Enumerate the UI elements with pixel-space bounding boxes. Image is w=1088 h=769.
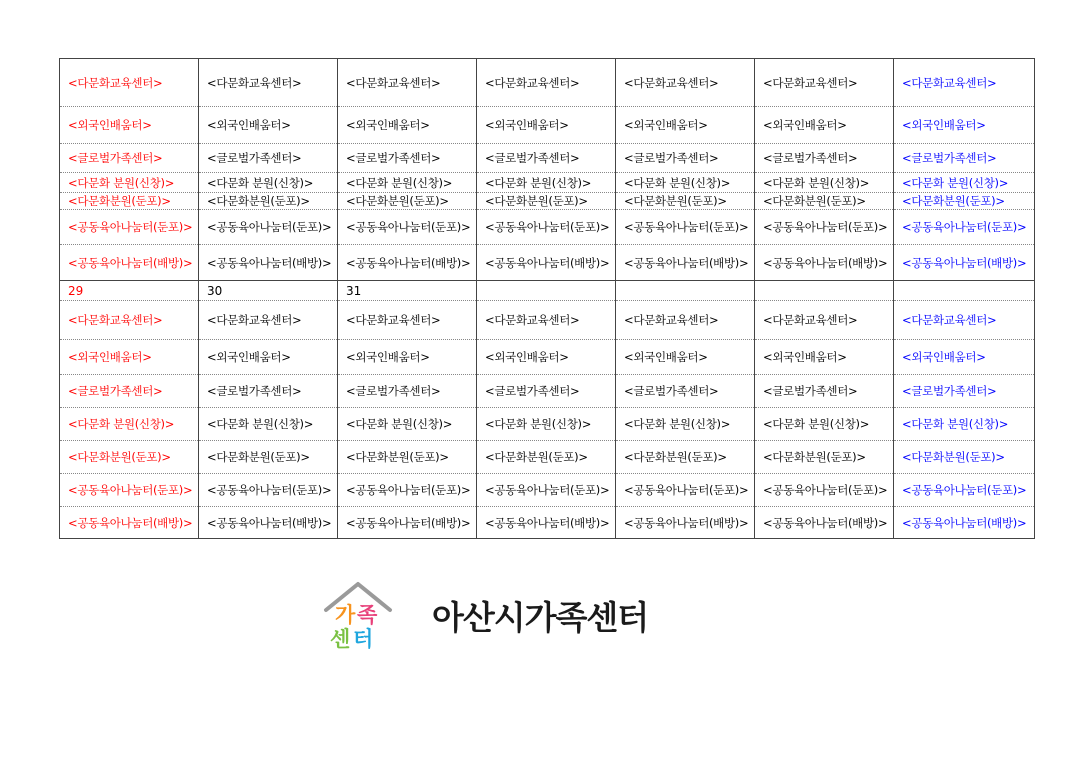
- schedule-cell: <다문화분원(둔포)>: [616, 193, 755, 210]
- schedule-cell: <글로벌가족센터>: [755, 375, 894, 408]
- schedule-cell: <다문화분원(둔포)>: [60, 441, 199, 474]
- schedule-cell: <다문화분원(둔포)>: [338, 193, 477, 210]
- schedule-cell: <외국인배움터>: [894, 340, 1035, 375]
- schedule-cell: <공동육아나눔터(둔포)>: [894, 474, 1035, 507]
- schedule-cell: <다문화 분원(신창)>: [60, 173, 199, 193]
- schedule-cell: <다문화분원(둔포)>: [199, 193, 338, 210]
- program-row: [60, 59, 1035, 107]
- schedule-cell: <공동육아나눔터(둔포)>: [199, 210, 338, 245]
- schedule-cell: <글로벌가족센터>: [477, 144, 616, 173]
- schedule-cell: 29: [60, 281, 199, 301]
- svg-text:터: 터: [353, 627, 374, 651]
- schedule-cell: <외국인배움터>: [616, 107, 755, 144]
- schedule-cell: <외국인배움터>: [338, 107, 477, 144]
- schedule-cell: <외국인배움터>: [199, 107, 338, 144]
- schedule-cell: <다문화교육센터>: [755, 301, 894, 340]
- date-row: [60, 281, 1035, 301]
- svg-text:가: 가: [335, 603, 356, 627]
- org-name: 아산시가족센터: [432, 598, 649, 637]
- schedule-cell: <다문화분원(둔포)>: [755, 193, 894, 210]
- schedule-cell: <외국인배움터>: [477, 340, 616, 375]
- program-row: [60, 210, 1035, 245]
- schedule-cell: <공동육아나눔터(둔포)>: [60, 474, 199, 507]
- schedule-cell: <공동육아나눔터(배방)>: [338, 245, 477, 281]
- schedule-cell: 31: [338, 281, 477, 301]
- schedule-cell: <외국인배움터>: [894, 107, 1035, 144]
- schedule-cell: <공동육아나눔터(배방)>: [755, 507, 894, 539]
- schedule-cell: <외국인배움터>: [199, 340, 338, 375]
- schedule-cell: <공동육아나눔터(배방)>: [616, 507, 755, 539]
- schedule-cell: <공동육아나눔터(배방)>: [338, 507, 477, 539]
- program-row: [60, 193, 1035, 210]
- schedule-cell: <다문화교육센터>: [616, 301, 755, 340]
- program-row: [60, 474, 1035, 507]
- schedule-cell: <공동육아나눔터(배방)>: [60, 245, 199, 281]
- family-center-logo: [322, 580, 394, 652]
- schedule-cell: <다문화 분원(신창)>: [477, 408, 616, 441]
- schedule-cell: <공동육아나눔터(배방)>: [60, 507, 199, 539]
- schedule-cell: <다문화 분원(신창)>: [338, 408, 477, 441]
- schedule-cell: <공동육아나눔터(둔포)>: [338, 210, 477, 245]
- schedule-cell: <공동육아나눔터(배방)>: [477, 245, 616, 281]
- schedule-cell: <다문화 분원(신창)>: [199, 173, 338, 193]
- schedule-cell: <다문화교육센터>: [199, 59, 338, 107]
- schedule-cell: <공동육아나눔터(배방)>: [477, 507, 616, 539]
- schedule-cell: <글로벌가족센터>: [60, 144, 199, 173]
- schedule-cell: <공동육아나눔터(배방)>: [199, 507, 338, 539]
- schedule-cell: <다문화교육센터>: [616, 59, 755, 107]
- schedule-cell: <공동육아나눔터(둔포)>: [616, 210, 755, 245]
- schedule-cell: <다문화 분원(신창)>: [60, 408, 199, 441]
- schedule-cell: <다문화분원(둔포)>: [894, 193, 1035, 210]
- schedule-cell: <다문화 분원(신창)>: [755, 408, 894, 441]
- schedule-cell: <글로벌가족센터>: [755, 144, 894, 173]
- program-row: [60, 173, 1035, 193]
- schedule-cell: <다문화분원(둔포)>: [616, 441, 755, 474]
- schedule-cell: <다문화분원(둔포)>: [894, 441, 1035, 474]
- week1-body: [60, 59, 1035, 281]
- schedule-cell: <글로벌가족센터>: [616, 375, 755, 408]
- schedule-cell: <다문화 분원(신창)>: [616, 173, 755, 193]
- schedule-cell: [616, 281, 755, 301]
- schedule-cell: <다문화분원(둔포)>: [199, 441, 338, 474]
- svg-text:센: 센: [330, 627, 351, 651]
- schedule-cell: <공동육아나눔터(둔포)>: [477, 210, 616, 245]
- schedule-cell: <글로벌가족센터>: [60, 375, 199, 408]
- svg-text:족: 족: [357, 603, 378, 627]
- program-row: [60, 245, 1035, 281]
- schedule-cell: [477, 281, 616, 301]
- schedule-cell: <글로벌가족센터>: [477, 375, 616, 408]
- schedule-cell: <다문화 분원(신창)>: [338, 173, 477, 193]
- schedule-cell: <다문화교육센터>: [477, 59, 616, 107]
- program-row: [60, 375, 1035, 408]
- schedule-cell: <다문화 분원(신창)>: [894, 173, 1035, 193]
- schedule-cell: <다문화교육센터>: [338, 301, 477, 340]
- schedule-cell: <외국인배움터>: [755, 107, 894, 144]
- schedule-cell: 30: [199, 281, 338, 301]
- schedule-cell: <공동육아나눔터(둔포)>: [616, 474, 755, 507]
- schedule-cell: <다문화교육센터>: [338, 59, 477, 107]
- schedule-cell: <공동육아나눔터(배방)>: [755, 245, 894, 281]
- schedule-cell: <글로벌가족센터>: [338, 375, 477, 408]
- schedule-cell: <외국인배움터>: [60, 107, 199, 144]
- schedule-cell: <공동육아나눔터(둔포)>: [338, 474, 477, 507]
- schedule-cell: <글로벌가족센터>: [894, 144, 1035, 173]
- schedule-cell: <글로벌가족센터>: [894, 375, 1035, 408]
- schedule-cell: <공동육아나눔터(둔포)>: [894, 210, 1035, 245]
- schedule-cell: <공동육아나눔터(둔포)>: [755, 210, 894, 245]
- schedule-cell: <다문화 분원(신창)>: [199, 408, 338, 441]
- schedule-cell: <외국인배움터>: [60, 340, 199, 375]
- schedule-cell: <다문화 분원(신창)>: [894, 408, 1035, 441]
- schedule-cell: <글로벌가족센터>: [199, 375, 338, 408]
- schedule-cell: <공동육아나눔터(배방)>: [616, 245, 755, 281]
- schedule-cell: <외국인배움터>: [338, 340, 477, 375]
- schedule-cell: [755, 281, 894, 301]
- schedule-cell: [894, 281, 1035, 301]
- schedule-cell: <다문화교육센터>: [477, 301, 616, 340]
- schedule-cell: <다문화교육센터>: [60, 59, 199, 107]
- schedule-cell: <다문화분원(둔포)>: [477, 441, 616, 474]
- schedule-cell: <공동육아나눔터(둔포)>: [755, 474, 894, 507]
- program-row: [60, 340, 1035, 375]
- schedule-cell: <다문화분원(둔포)>: [477, 193, 616, 210]
- schedule-cell: <다문화교육센터>: [755, 59, 894, 107]
- program-row: [60, 408, 1035, 441]
- schedule-cell: <외국인배움터>: [616, 340, 755, 375]
- schedule-cell: <공동육아나눔터(배방)>: [894, 507, 1035, 539]
- schedule-cell: <다문화 분원(신창)>: [616, 408, 755, 441]
- schedule-cell: <공동육아나눔터(배방)>: [199, 245, 338, 281]
- schedule-cell: <다문화교육센터>: [199, 301, 338, 340]
- program-row: [60, 301, 1035, 340]
- schedule-cell: <다문화분원(둔포)>: [755, 441, 894, 474]
- schedule-cell: <다문화교육센터>: [894, 301, 1035, 340]
- program-row: [60, 144, 1035, 173]
- schedule-cell: <다문화분원(둔포)>: [60, 193, 199, 210]
- program-row: [60, 107, 1035, 144]
- schedule-cell: <공동육아나눔터(둔포)>: [60, 210, 199, 245]
- schedule-cell: <다문화 분원(신창)>: [755, 173, 894, 193]
- schedule-cell: <글로벌가족센터>: [199, 144, 338, 173]
- schedule-cell: <다문화교육센터>: [60, 301, 199, 340]
- schedule-cell: <공동육아나눔터(배방)>: [894, 245, 1035, 281]
- schedule-cell: <외국인배움터>: [755, 340, 894, 375]
- schedule-cell: <글로벌가족센터>: [338, 144, 477, 173]
- week2-body: [60, 281, 1035, 539]
- schedule-cell: <다문화분원(둔포)>: [338, 441, 477, 474]
- program-row: [60, 507, 1035, 539]
- schedule-cell: <외국인배움터>: [477, 107, 616, 144]
- schedule-cell: <다문화교육센터>: [894, 59, 1035, 107]
- schedule-table: [59, 58, 1035, 539]
- schedule-cell: <공동육아나눔터(둔포)>: [477, 474, 616, 507]
- schedule-cell: <다문화 분원(신창)>: [477, 173, 616, 193]
- schedule-cell: <글로벌가족센터>: [616, 144, 755, 173]
- schedule-cell: <공동육아나눔터(둔포)>: [199, 474, 338, 507]
- program-row: [60, 441, 1035, 474]
